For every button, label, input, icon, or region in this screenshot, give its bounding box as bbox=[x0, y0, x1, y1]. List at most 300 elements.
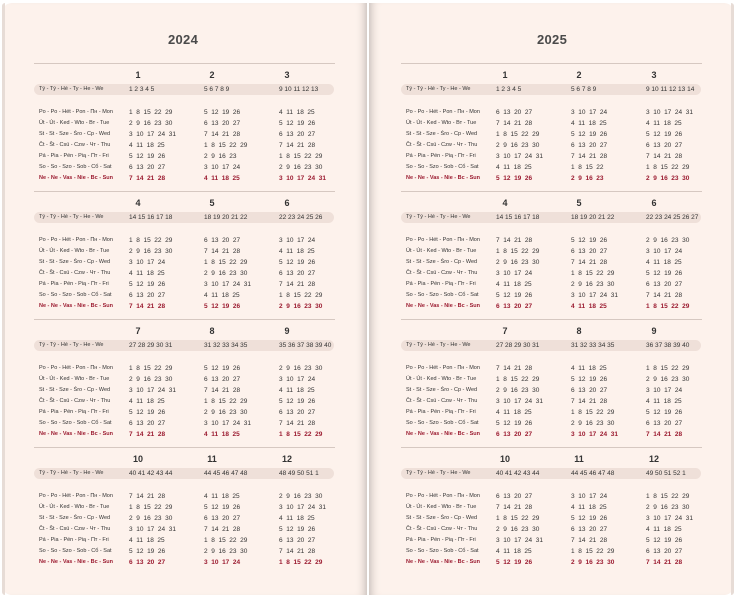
month-number: 9 bbox=[651, 326, 657, 336]
weekday-label: Po - Po - Hét - Pon - Пн - Mon bbox=[406, 365, 480, 371]
day-row: 4 11 18 25 bbox=[496, 281, 532, 288]
day-row: 4 11 18 25 bbox=[571, 365, 607, 372]
weekday-label: So - So - Szo - Sob - Сб - Sat bbox=[39, 548, 112, 554]
day-row: 7 14 21 28 bbox=[279, 548, 316, 555]
day-row: 3 10 17 24 bbox=[571, 109, 608, 116]
day-row: 2 9 16 23 30 bbox=[129, 248, 173, 255]
day-row: 6 13 20 27 bbox=[129, 164, 166, 171]
day-row: 1 8 15 22 29 bbox=[129, 237, 173, 244]
weekday-label: Ne - Ne - Vas - Nie - Вс - Sun bbox=[406, 175, 480, 181]
day-row: 3 10 17 24 31 bbox=[646, 109, 693, 116]
day-row: 7 14 21 28 bbox=[204, 526, 241, 533]
day-row: 4 11 18 25 bbox=[646, 120, 682, 127]
month-number: 7 bbox=[135, 326, 141, 336]
month-number: 8 bbox=[209, 326, 215, 336]
day-row: 5 12 19 26 bbox=[279, 398, 316, 405]
day-row: 7 14 21 28 bbox=[496, 237, 533, 244]
day-row: 4 11 18 25 bbox=[129, 142, 165, 149]
day-row: 3 10 17 24 bbox=[279, 237, 316, 244]
day-row: 5 12 19 26 bbox=[204, 109, 241, 116]
weekday-label: Út - Út - Ked - Wto - Вт - Tue bbox=[39, 504, 110, 510]
weekday-label: St - St - Sze - Śro - Ср - Wed bbox=[406, 131, 478, 137]
month-number: 1 bbox=[135, 70, 141, 80]
weekday-label: Pá - Pia - Pén - Pią - Пт - Fri bbox=[39, 409, 109, 415]
month-number: 4 bbox=[135, 198, 141, 208]
day-row: 7 14 21 28 bbox=[129, 303, 166, 310]
day-row: 4 11 18 25 bbox=[496, 164, 532, 171]
day-row: 1 8 15 22 29 bbox=[129, 365, 173, 372]
day-row: 4 11 18 25 bbox=[279, 109, 315, 116]
day-row: 2 9 16 23 30 bbox=[204, 409, 248, 416]
day-row: 1 8 15 22 29 bbox=[646, 164, 690, 171]
day-row: 3 10 17 24 bbox=[571, 493, 608, 500]
weekday-label: St - St - Sze - Śro - Ср - Wed bbox=[406, 387, 478, 393]
week-numbers: 27 28 29 30 31 bbox=[496, 342, 540, 349]
weekday-label: So - So - Szo - Sob - Сб - Sat bbox=[406, 164, 479, 170]
day-row: 7 14 21 28 bbox=[496, 504, 533, 511]
week-numbers: 40 41 42 43 44 bbox=[129, 470, 173, 477]
weekday-label: Pá - Pia - Pén - Pią - Пт - Fri bbox=[39, 537, 109, 543]
day-row: 5 12 19 26 bbox=[646, 270, 683, 277]
weekday-label: Út - Út - Ked - Wto - Вт - Tue bbox=[406, 376, 477, 382]
week-label: Tý - Tý - Hé - Ty - He - We bbox=[406, 86, 471, 92]
week-numbers: 36 37 38 39 40 bbox=[646, 342, 690, 349]
month-number: 12 bbox=[281, 454, 292, 464]
weekday-label: So - So - Szo - Sob - Сб - Sat bbox=[39, 164, 112, 170]
weekday-label: Út - Út - Ked - Wto - Вт - Tue bbox=[406, 504, 477, 510]
day-row: 7 14 21 28 bbox=[279, 142, 316, 149]
day-row: 3 10 17 24 31 bbox=[571, 431, 618, 438]
week-numbers: 35 36 37 38 39 40 bbox=[279, 342, 332, 349]
week-label: Tý - Tý - Hé - Ty - He - We bbox=[39, 214, 104, 220]
weekday-label: Ne - Ne - Vas - Nie - Вс - Sun bbox=[39, 303, 113, 309]
day-row: 3 10 17 24 31 bbox=[129, 387, 176, 394]
day-row: 7 14 21 28 bbox=[571, 153, 608, 160]
year-title: 2024 bbox=[168, 32, 199, 47]
day-row: 3 10 17 24 bbox=[496, 270, 533, 277]
weekday-label: Ne - Ne - Vas - Nie - Вс - Sun bbox=[39, 559, 113, 565]
day-row: 6 13 20 27 bbox=[279, 409, 316, 416]
day-row: 6 13 20 27 bbox=[571, 387, 608, 394]
day-row: 2 9 16 23 30 bbox=[571, 559, 615, 566]
day-row: 1 8 15 22 29 bbox=[646, 493, 690, 500]
day-row: 3 10 17 24 bbox=[204, 164, 241, 171]
day-row: 5 12 19 26 bbox=[129, 281, 166, 288]
day-row: 6 13 20 27 bbox=[496, 493, 533, 500]
day-row: 6 13 20 27 bbox=[571, 526, 608, 533]
day-row: 6 13 20 27 bbox=[129, 559, 166, 566]
day-row: 2 9 16 23 30 bbox=[204, 270, 248, 277]
day-row: 2 9 16 23 30 bbox=[571, 281, 615, 288]
day-row: 6 13 20 27 bbox=[646, 420, 683, 427]
quarter-block bbox=[2, 447, 367, 575]
weekday-label: St - St - Sze - Śro - Ср - Wed bbox=[39, 131, 111, 137]
day-row: 1 8 15 22 29 bbox=[571, 270, 615, 277]
week-numbers: 22 23 24 25 26 27 bbox=[646, 214, 699, 221]
day-row: 4 11 18 25 bbox=[571, 120, 607, 127]
weekday-label: Ne - Ne - Vas - Nie - Вс - Sun bbox=[406, 559, 480, 565]
day-row: 2 9 16 23 30 bbox=[279, 493, 323, 500]
day-row: 2 9 16 23 30 bbox=[279, 303, 323, 310]
day-row: 7 14 21 28 bbox=[646, 431, 683, 438]
day-row: 1 8 15 22 29 bbox=[204, 259, 248, 266]
day-row: 4 11 18 25 bbox=[204, 292, 240, 299]
day-row: 2 9 16 23 30 bbox=[646, 237, 690, 244]
month-number: 1 bbox=[502, 70, 508, 80]
day-row: 4 11 18 25 bbox=[129, 270, 165, 277]
weekday-label: St - St - Sze - Śro - Ср - Wed bbox=[406, 259, 478, 265]
weekday-label: Út - Út - Ked - Wto - Вт - Tue bbox=[39, 248, 110, 254]
month-number: 11 bbox=[574, 454, 584, 464]
page-right bbox=[369, 3, 734, 595]
day-row: 5 12 19 26 bbox=[129, 409, 166, 416]
week-numbers: 5 6 7 8 9 bbox=[571, 86, 597, 93]
day-row: 1 8 15 22 29 bbox=[279, 153, 323, 160]
day-row: 7 14 21 28 bbox=[646, 153, 683, 160]
weekday-label: Ne - Ne - Vas - Nie - Вс - Sun bbox=[39, 431, 113, 437]
month-number: 3 bbox=[651, 70, 657, 80]
month-number: 12 bbox=[648, 454, 659, 464]
week-numbers: 18 19 20 21 22 bbox=[571, 214, 615, 221]
day-row: 4 11 18 25 bbox=[204, 431, 240, 438]
week-number-band bbox=[401, 340, 701, 351]
day-row: 3 10 17 24 bbox=[279, 376, 316, 383]
day-row: 5 12 19 26 bbox=[571, 237, 608, 244]
week-numbers: 14 15 16 17 18 bbox=[496, 214, 540, 221]
day-row: 7 14 21 28 bbox=[129, 431, 166, 438]
day-row: 2 9 16 23 30 bbox=[496, 387, 540, 394]
day-row: 6 13 20 27 bbox=[204, 120, 241, 127]
week-number-band bbox=[401, 212, 701, 223]
day-row: 2 9 16 23 30 bbox=[129, 120, 173, 127]
day-row: 5 12 19 26 bbox=[646, 131, 683, 138]
day-row: 3 10 17 24 bbox=[204, 559, 241, 566]
day-row: 4 11 18 25 bbox=[496, 548, 532, 555]
year-title: 2025 bbox=[537, 32, 568, 47]
day-row: 6 13 20 27 bbox=[496, 109, 533, 116]
day-row: 4 11 18 25 bbox=[571, 303, 607, 310]
day-row: 2 9 16 23 30 bbox=[646, 376, 690, 383]
weekday-label: St - St - Sze - Śro - Ср - Wed bbox=[406, 515, 478, 521]
day-row: 2 9 16 23 30 bbox=[279, 365, 323, 372]
day-row: 7 14 21 28 bbox=[204, 387, 241, 394]
week-numbers: 40 41 42 43 44 bbox=[496, 470, 540, 477]
day-row: 7 14 21 28 bbox=[571, 398, 608, 405]
day-row: 1 8 15 22 29 bbox=[496, 131, 540, 138]
day-row: 4 11 18 25 bbox=[646, 398, 682, 405]
day-row: 1 8 15 22 29 bbox=[204, 398, 248, 405]
weekday-label: Pá - Pia - Pén - Pią - Пт - Fri bbox=[406, 537, 476, 543]
day-row: 4 11 18 25 bbox=[279, 248, 315, 255]
day-row: 3 10 17 24 31 bbox=[129, 526, 176, 533]
day-row: 2 9 16 23 30 bbox=[129, 515, 173, 522]
quarter-block bbox=[369, 447, 734, 575]
month-number: 5 bbox=[576, 198, 582, 208]
divider bbox=[34, 447, 335, 448]
weekday-label: Po - Po - Hét - Pon - Пн - Mon bbox=[39, 493, 113, 499]
day-row: 6 13 20 27 bbox=[279, 131, 316, 138]
divider bbox=[401, 319, 702, 320]
day-row: 2 9 16 23 30 bbox=[571, 420, 615, 427]
month-number: 3 bbox=[284, 70, 290, 80]
day-row: 5 12 19 26 bbox=[571, 131, 608, 138]
week-numbers: 31 32 33 34 35 bbox=[571, 342, 615, 349]
quarter-block bbox=[369, 191, 734, 319]
weekday-label: Čt - Št - Csü - Czw - Чт - Thu bbox=[39, 142, 111, 148]
month-number: 2 bbox=[576, 70, 582, 80]
weekday-label: Čt - Št - Csü - Czw - Чт - Thu bbox=[406, 526, 478, 532]
weekday-label: Po - Po - Hét - Pon - Пн - Mon bbox=[39, 109, 113, 115]
day-row: 1 8 15 22 29 bbox=[279, 431, 323, 438]
day-row: 1 8 15 22 29 bbox=[279, 292, 323, 299]
weekday-label: Po - Po - Hét - Pon - Пн - Mon bbox=[406, 493, 480, 499]
day-row: 7 14 21 28 bbox=[646, 559, 683, 566]
day-row: 4 11 18 25 bbox=[279, 515, 315, 522]
week-label: Tý - Tý - Hé - Ty - He - We bbox=[406, 470, 471, 476]
day-row: 3 10 17 24 31 bbox=[571, 292, 618, 299]
weekday-label: So - So - Szo - Sob - Сб - Sat bbox=[406, 420, 479, 426]
day-row: 5 12 19 26 bbox=[279, 120, 316, 127]
week-label: Tý - Tý - Hé - Ty - He - We bbox=[39, 86, 104, 92]
day-row: 2 9 16 23 bbox=[204, 153, 237, 160]
weekday-label: So - So - Szo - Sob - Сб - Sat bbox=[406, 548, 479, 554]
day-row: 6 13 20 27 bbox=[571, 142, 608, 149]
month-number: 8 bbox=[576, 326, 582, 336]
day-row: 4 11 18 25 bbox=[204, 493, 240, 500]
day-row: 5 12 19 26 bbox=[129, 153, 166, 160]
weekday-label: Pá - Pia - Pén - Pią - Пт - Fri bbox=[39, 153, 109, 159]
week-numbers: 49 50 51 52 1 bbox=[646, 470, 686, 477]
week-numbers: 31 32 33 34 35 bbox=[204, 342, 248, 349]
day-row: 5 12 19 26 bbox=[129, 548, 166, 555]
divider bbox=[401, 447, 702, 448]
day-row: 3 10 17 24 bbox=[646, 248, 683, 255]
week-numbers: 48 49 50 51 1 bbox=[279, 470, 319, 477]
week-numbers: 44 45 46 47 48 bbox=[571, 470, 615, 477]
day-row: 7 14 21 28 bbox=[646, 292, 683, 299]
day-row: 4 11 18 25 bbox=[129, 398, 165, 405]
weekday-label: Pá - Pia - Pén - Pią - Пт - Fri bbox=[406, 409, 476, 415]
day-row: 4 11 18 25 bbox=[646, 526, 682, 533]
divider bbox=[34, 63, 335, 64]
day-row: 5 12 19 26 bbox=[496, 420, 533, 427]
weekday-label: Pá - Pia - Pén - Pią - Пт - Fri bbox=[39, 281, 109, 287]
week-label: Tý - Tý - Hé - Ty - He - We bbox=[406, 214, 471, 220]
divider bbox=[401, 63, 702, 64]
day-row: 3 10 17 24 31 bbox=[279, 175, 326, 182]
day-row: 5 12 19 26 bbox=[496, 175, 533, 182]
weekday-label: Ne - Ne - Vas - Nie - Вс - Sun bbox=[406, 431, 480, 437]
day-row: 7 14 21 28 bbox=[279, 281, 316, 288]
day-row: 6 13 20 27 bbox=[204, 515, 241, 522]
week-number-band bbox=[34, 468, 334, 479]
weekday-label: Pá - Pia - Pén - Pią - Пт - Fri bbox=[406, 153, 476, 159]
day-row: 5 12 19 26 bbox=[279, 526, 316, 533]
day-row: 3 10 17 24 31 bbox=[646, 515, 693, 522]
weekday-label: Čt - Št - Csü - Czw - Чт - Thu bbox=[39, 526, 111, 532]
day-row: 2 9 16 23 30 bbox=[279, 164, 323, 171]
weekday-label: Čt - Št - Csü - Czw - Чт - Thu bbox=[39, 398, 111, 404]
weekday-label: Út - Út - Ked - Wto - Вт - Tue bbox=[39, 376, 110, 382]
day-row: 5 12 19 26 bbox=[571, 376, 608, 383]
day-row: 7 14 21 28 bbox=[204, 131, 241, 138]
week-number-band bbox=[34, 84, 334, 95]
quarter-block bbox=[369, 319, 734, 447]
weekday-label: Út - Út - Ked - Wto - Вт - Tue bbox=[39, 120, 110, 126]
day-row: 1 8 15 22 29 bbox=[496, 515, 540, 522]
week-numbers: 22 23 24 25 26 bbox=[279, 214, 323, 221]
weekday-label: Čt - Št - Csü - Czw - Чт - Thu bbox=[406, 398, 478, 404]
week-numbers: 14 15 16 17 18 bbox=[129, 214, 173, 221]
day-row: 1 8 15 22 29 bbox=[646, 303, 690, 310]
month-number: 10 bbox=[132, 454, 143, 464]
day-row: 3 10 17 24 31 bbox=[204, 420, 251, 427]
day-row: 7 14 21 28 bbox=[204, 248, 241, 255]
quarter-block bbox=[2, 191, 367, 319]
weekday-label: Čt - Št - Csü - Czw - Чт - Thu bbox=[406, 142, 478, 148]
day-row: 3 10 17 24 31 bbox=[279, 504, 326, 511]
day-row: 6 13 20 27 bbox=[646, 281, 683, 288]
quarter-block bbox=[369, 63, 734, 191]
day-row: 6 13 20 27 bbox=[204, 237, 241, 244]
day-row: 4 11 18 25 bbox=[496, 409, 532, 416]
day-row: 1 8 15 22 29 bbox=[646, 365, 690, 372]
day-row: 1 8 15 22 bbox=[571, 164, 604, 171]
day-row: 6 13 20 27 bbox=[646, 548, 683, 555]
weekday-label: St - St - Sze - Śro - Ср - Wed bbox=[39, 515, 111, 521]
weekday-label: Čt - Št - Csü - Czw - Чт - Thu bbox=[39, 270, 111, 276]
day-row: 2 9 16 23 30 bbox=[204, 548, 248, 555]
month-number: 6 bbox=[651, 198, 657, 208]
weekday-label: St - St - Sze - Śro - Ср - Wed bbox=[39, 387, 111, 393]
quarter-block bbox=[2, 319, 367, 447]
day-row: 7 14 21 28 bbox=[279, 420, 316, 427]
month-number: 2 bbox=[209, 70, 215, 80]
day-row: 1 8 15 22 29 bbox=[496, 248, 540, 255]
quarter-block bbox=[2, 63, 367, 191]
day-row: 1 8 15 22 29 bbox=[571, 548, 615, 555]
month-number: 7 bbox=[502, 326, 508, 336]
weekday-label: St - St - Sze - Śro - Ср - Wed bbox=[39, 259, 111, 265]
day-row: 4 11 18 25 bbox=[571, 504, 607, 511]
day-row: 1 8 15 22 29 bbox=[129, 109, 173, 116]
day-row: 6 13 20 27 bbox=[129, 292, 166, 299]
week-label: Tý - Tý - Hé - Ty - He - We bbox=[39, 342, 104, 348]
month-number: 6 bbox=[284, 198, 290, 208]
week-number-band bbox=[34, 340, 334, 351]
week-numbers: 44 45 46 47 48 bbox=[204, 470, 248, 477]
week-numbers: 1 2 3 4 5 bbox=[496, 86, 522, 93]
day-row: 7 14 21 28 bbox=[571, 537, 608, 544]
day-row: 3 10 17 24 31 bbox=[496, 398, 543, 405]
day-row: 3 10 17 24 31 bbox=[496, 537, 543, 544]
day-row: 6 13 20 27 bbox=[204, 376, 241, 383]
day-row: 2 9 16 23 bbox=[571, 175, 604, 182]
day-row: 2 9 16 23 30 bbox=[496, 259, 540, 266]
day-row: 1 8 15 22 29 bbox=[204, 142, 248, 149]
day-row: 4 11 18 25 bbox=[129, 537, 165, 544]
weekday-label: So - So - Szo - Sob - Сб - Sat bbox=[406, 292, 479, 298]
day-row: 3 10 17 24 bbox=[646, 387, 683, 394]
day-row: 5 12 19 26 bbox=[204, 504, 241, 511]
day-row: 3 10 17 24 31 bbox=[496, 153, 543, 160]
day-row: 3 10 17 24 bbox=[129, 259, 166, 266]
day-row: 5 12 19 26 bbox=[279, 259, 316, 266]
divider bbox=[34, 319, 335, 320]
week-label: Tý - Tý - Hé - Ty - He - We bbox=[39, 470, 104, 476]
divider bbox=[401, 191, 702, 192]
day-row: 7 14 21 28 bbox=[496, 365, 533, 372]
week-numbers: 1 2 3 4 5 bbox=[129, 86, 155, 93]
week-numbers: 5 6 7 8 9 bbox=[204, 86, 230, 93]
day-row: 1 8 15 22 29 bbox=[496, 376, 540, 383]
weekday-label: Po - Po - Hét - Pon - Пн - Mon bbox=[39, 237, 113, 243]
day-row: 3 10 17 24 31 bbox=[204, 281, 251, 288]
planner-spread bbox=[2, 3, 734, 595]
day-row: 6 13 20 27 bbox=[496, 303, 533, 310]
day-row: 4 11 18 25 bbox=[204, 175, 240, 182]
day-row: 1 8 15 22 29 bbox=[129, 504, 173, 511]
month-number: 4 bbox=[502, 198, 508, 208]
week-label: Tý - Tý - Hé - Ty - He - We bbox=[406, 342, 471, 348]
day-row: 3 10 17 24 31 bbox=[129, 131, 176, 138]
day-row: 2 9 16 23 30 bbox=[496, 526, 540, 533]
month-number: 10 bbox=[499, 454, 510, 464]
divider bbox=[34, 191, 335, 192]
weekday-label: Ne - Ne - Vas - Nie - Вс - Sun bbox=[39, 175, 113, 181]
day-row: 5 12 19 26 bbox=[204, 365, 241, 372]
day-row: 6 13 20 27 bbox=[571, 248, 608, 255]
day-row: 1 8 15 22 29 bbox=[279, 559, 323, 566]
month-number: 11 bbox=[207, 454, 217, 464]
month-number: 5 bbox=[209, 198, 215, 208]
day-row: 2 9 16 23 30 bbox=[129, 376, 173, 383]
week-numbers: 9 10 11 12 13 bbox=[279, 86, 319, 93]
page-left bbox=[2, 3, 367, 595]
week-numbers: 9 10 11 12 13 14 bbox=[646, 86, 695, 93]
weekday-label: Út - Út - Ked - Wto - Вт - Tue bbox=[406, 120, 477, 126]
day-row: 5 12 19 26 bbox=[646, 409, 683, 416]
week-numbers: 18 19 20 21 22 bbox=[204, 214, 248, 221]
day-row: 7 14 21 28 bbox=[571, 259, 608, 266]
day-row: 2 9 16 23 30 bbox=[646, 175, 690, 182]
day-row: 5 12 19 26 bbox=[646, 537, 683, 544]
weekday-label: So - So - Szo - Sob - Сб - Sat bbox=[39, 420, 112, 426]
day-row: 5 12 19 26 bbox=[496, 292, 533, 299]
weekday-label: Po - Po - Hét - Pon - Пн - Mon bbox=[406, 109, 480, 115]
month-number: 9 bbox=[284, 326, 290, 336]
day-row: 6 13 20 27 bbox=[496, 431, 533, 438]
day-row: 7 14 21 28 bbox=[496, 120, 533, 127]
day-row: 6 13 20 27 bbox=[129, 420, 166, 427]
day-row: 5 12 19 26 bbox=[496, 559, 533, 566]
week-number-band bbox=[401, 468, 701, 479]
day-row: 1 8 15 22 29 bbox=[204, 537, 248, 544]
day-row: 7 14 21 28 bbox=[129, 175, 166, 182]
weekday-label: Čt - Št - Csü - Czw - Чт - Thu bbox=[406, 270, 478, 276]
day-row: 5 12 19 26 bbox=[204, 303, 241, 310]
day-row: 2 9 16 23 30 bbox=[646, 504, 690, 511]
week-number-band bbox=[401, 84, 701, 95]
week-numbers: 27 28 29 30 31 bbox=[129, 342, 173, 349]
weekday-label: Ne - Ne - Vas - Nie - Вс - Sun bbox=[406, 303, 480, 309]
day-row: 5 12 19 26 bbox=[571, 515, 608, 522]
day-row: 1 8 15 22 29 bbox=[571, 409, 615, 416]
week-number-band bbox=[34, 212, 334, 223]
day-row: 2 9 16 23 30 bbox=[496, 142, 540, 149]
day-row: 4 11 18 25 bbox=[279, 387, 315, 394]
day-row: 6 13 20 27 bbox=[279, 270, 316, 277]
